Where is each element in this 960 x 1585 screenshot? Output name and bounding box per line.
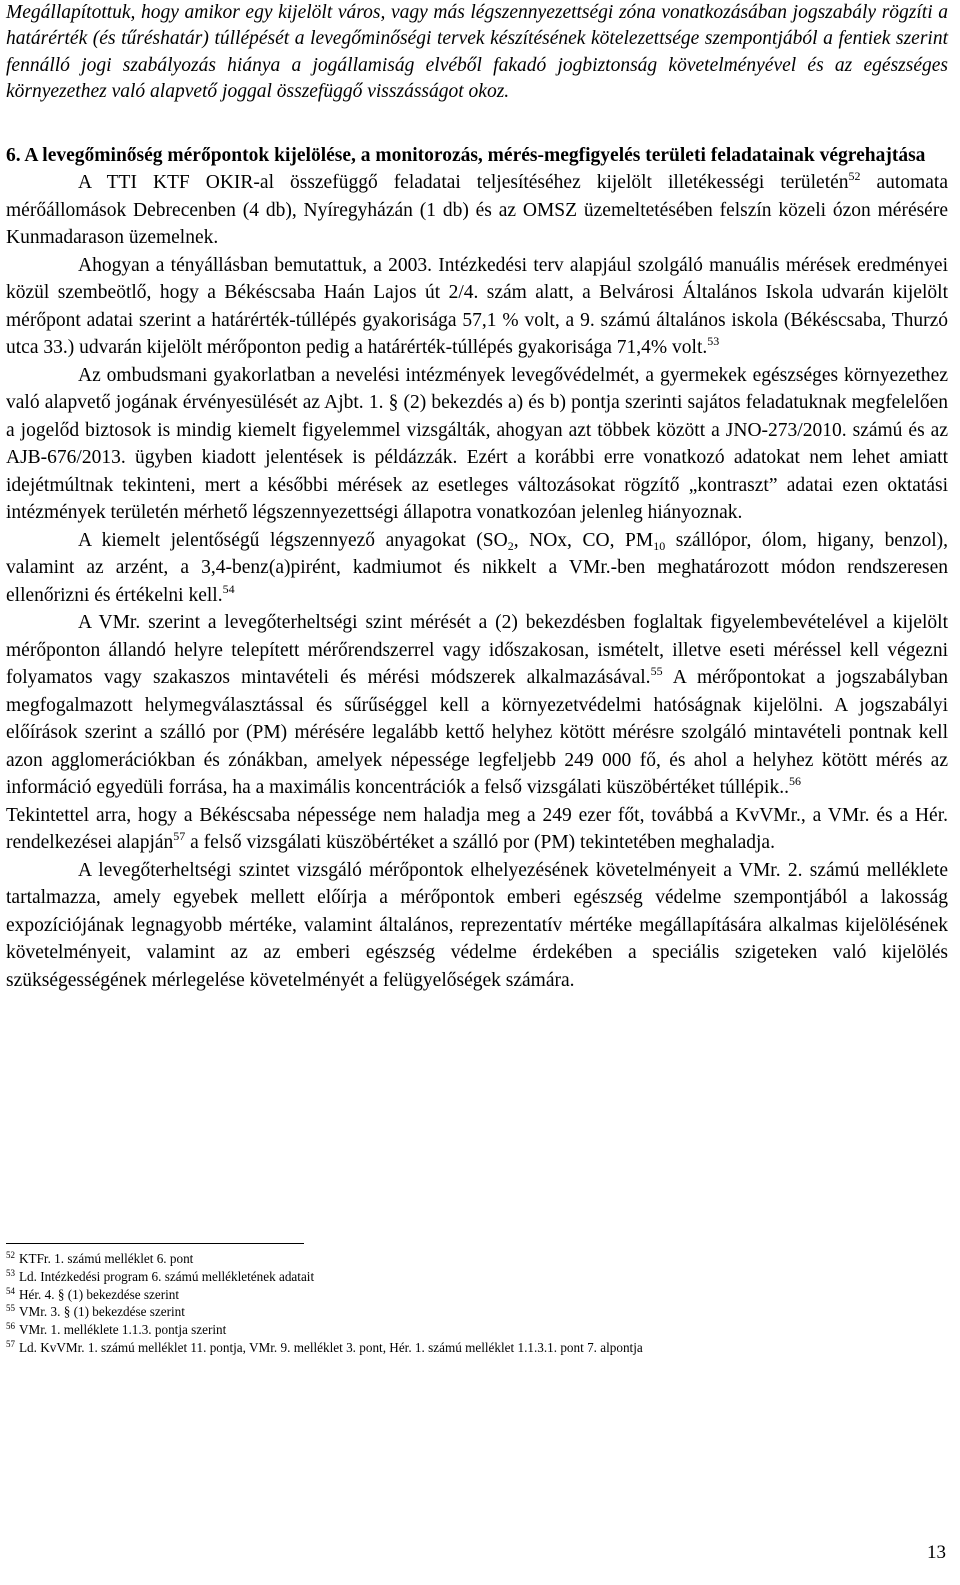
paragraph-4 — [6, 527, 948, 610]
p1-text-b: automata mérőállomások Debrecenben (4 db), Nyíregyházán (1 db) és az OMSZ üzemeltetésében felszín közeli ózon mérésére Kunmadarason üzemelnek. — [6, 172, 948, 249]
paragraph-1 — [6, 169, 948, 252]
footnote-53 — [6, 1268, 936, 1286]
footnote-text: Ld. Intézkedési program 6. számú mellékletének adatait — [19, 1268, 315, 1284]
footnote-number: 57 — [6, 1338, 15, 1349]
footnote-55 — [6, 1303, 936, 1321]
footnote-text: KTFr. 1. számú melléklet 6. pont — [19, 1251, 194, 1266]
p5-text-b: A mérőpontokat a jogszabályban megfogalmazott helymegválasztással és sűrűséggel kell a környezetvédelmi hatóságnak kijelölni. A jogszabályi előírások szerint a szálló por (PM) mérésére legalább kettő helyhez kötött mérésre szolgáló mintavételi pontnak kell azon agglomerációkban és zónákban, amelyek népessége legfeljebb 249 000 fő, és ahol a helyhez kötött mérés az információ egyedüli forrása, ha a maximális koncentrációk a felső vizsgálati küszöbértéket túllépik.. — [6, 667, 948, 799]
page-number: 13 — [927, 1542, 946, 1563]
p4-text-a: A kiemelt jelentőségű légszennyező anyagokat (SO — [78, 529, 508, 551]
p4-text-c: szállópor, ólom, higany, benzol), valamint az arzént, a 3,4-benz(a)pirént, kadmiumot és nikkelt a VMr.-ben meghatározott módon rendszeresen ellenőrizni és értékelni kell. — [6, 529, 948, 606]
document-page — [6, 0, 948, 994]
paragraph-3: Az ombudsmani gyakorlatban a nevelési intézmények levegővédelmét, a gyermekek egészséges környezethez való alapvető jogának érvényesülését az Ajbt. 1. § (2) bekezdés a) és b) pontja szerinti sajátos feladatuknak megfelelően a jogelőd biztosok is mindig kiemelt figyelemmel vizsgálták, ahogyan azt többek között a JNO-273/2010. számú és az AJB-676/2013. ügyben kiadott jelentések is példázzák. Ezért a korábbi erre vonatkozó adatokat nem lehet amiatt idejétmúltnak tekinteni, mert a későbbi mérések az esetleges változásokat rögzítő „kontraszt” adatai ezen oktatási intézmények területén mérhető légszennyezettségi állapotra vonatkozóan jelenleg hiányoznak. — [6, 364, 948, 524]
footnote-text: VMr. 1. melléklete 1.1.3. pontja szerint — [19, 1322, 227, 1338]
paragraph-2 — [6, 252, 948, 362]
footnotes — [6, 1250, 936, 1357]
pm10-subscript: 10 — [653, 538, 666, 553]
footnote-56 — [6, 1321, 936, 1339]
paragraph-5 — [6, 609, 948, 802]
footnote-57 — [6, 1339, 936, 1357]
footnote-text: Ld. KvVMr. 1. számú melléklet 11. pontja, VMr. 9. melléklet 3. pont, Hér. 1. számú melléklet 1.1.3.1. pont 7. alpontja — [19, 1339, 643, 1355]
paragraph-6 — [6, 802, 948, 857]
p4-text-b: , NOx, CO, PM — [513, 529, 654, 551]
p2-text-a: Ahogyan a tényállásban bemutattuk, a 2003. Intézkedési terv alapjául szolgáló manuális mérések eredményei közül szembeötlő, hogy a Békéscsaba Haán Lajos út 2/4. szám alatt, a Belvárosi Általános Iskola udvarán kijelölt mérőpont adatai szerint a határérték-túllépés gyakorisága 57,1 % volt, a 9. számú általános iskola (Békéscsaba, Thurzó utca 33.) udvarán kijelölt mérőponton pedig a határérték-túllépés gyakorisága 71,4% volt. — [6, 254, 948, 359]
footnote-number: 52 — [6, 1250, 15, 1260]
section-heading: 6. A levegőminőség mérőpontok kijelölése, a monitorozás, mérés-megfigyelés területi feladatainak végrehajtása — [6, 145, 926, 167]
paragraph-7: A levegőterheltségi szintet vizsgáló mérőpontok elhelyezésének követelményeit a VMr. 2. számú melléklete tartalmazza, amely egyebek mellett előírja a mérőpontok emberi egészség védelme szempontjából a lakosság expozíciójának legnagyobb mértéke, valamint általános, reprezentatív mértéke megállapítására alkalmas kijelölésének követelményeit, valamint az az emberi egészség védelme érdekében a speciális szigeteken való kijelölés szükségességének mérlegelése követelményét a felügyelőségek számára. — [6, 859, 948, 991]
footnote-text: Hér. 4. § (1) bekezdése szerint — [19, 1286, 180, 1302]
footnote-52 — [6, 1250, 936, 1268]
p5-text-a: A VMr. szerint a levegőterheltségi szint mérését a (2) bekezdésben foglaltak figyelembevételével a kijelölt mérőponton állandó helyre telepített mérőrendszerrel vagy időszakosan, ismételt, illetve eseti méréssel kell végezni folyamatos vagy szakaszos mintavételi és mérési módszerek alkalmazásával. — [6, 612, 948, 689]
footnote-ref-52[interactable]: 52 — [848, 169, 861, 184]
footnote-ref-53[interactable]: 53 — [707, 334, 720, 349]
footnote-ref-57[interactable]: 57 — [173, 829, 186, 844]
intro-italic-paragraph: Megállapítottuk, hogy amikor egy kijelölt város, vagy más légszennyezettségi zóna vonatkozásában jogszabály rögzíti a határérték (és tűréshatár) túllépését a levegőminőségi tervek készítésének kötelezettsége szempontjából a fentiek szerint fennálló jogi szabályozás hiánya a jogállamiság elvéből fakadó jogbiztonság követelményével és az egészséges környezethez való alapvető joggal összefüggő visszásságot okoz. — [6, 2, 948, 102]
p1-text-a: A TTI KTF OKIR-al összefüggő feladatai teljesítéséhez kijelölt illetékességi területén — [78, 172, 849, 194]
p6-text-b: a felső vizsgálati küszöbértéket a szálló por (PM) tekintetében meghaladja. — [185, 832, 775, 854]
footnote-number: 56 — [6, 1321, 15, 1332]
p6-text-a: Tekintettel arra, hogy a Békéscsaba népessége nem haladja meg a 249 ezer főt, továbbá a KvVMr., a VMr. és a Hér. rendelkezései alapján — [6, 804, 948, 854]
so2-subscript: 2 — [507, 538, 514, 553]
footnote-ref-56[interactable]: 56 — [788, 774, 801, 789]
footnote-ref-55[interactable]: 55 — [650, 664, 663, 679]
footnote-separator — [6, 1243, 304, 1244]
footnote-ref-54[interactable]: 54 — [222, 581, 235, 596]
footnote-number: 54 — [6, 1285, 15, 1296]
footnote-text: VMr. 3. § (1) bekezdése szerint — [19, 1304, 185, 1320]
footnote-number: 53 — [6, 1267, 15, 1278]
footnote-number: 55 — [6, 1303, 15, 1314]
footnote-54 — [6, 1286, 936, 1304]
